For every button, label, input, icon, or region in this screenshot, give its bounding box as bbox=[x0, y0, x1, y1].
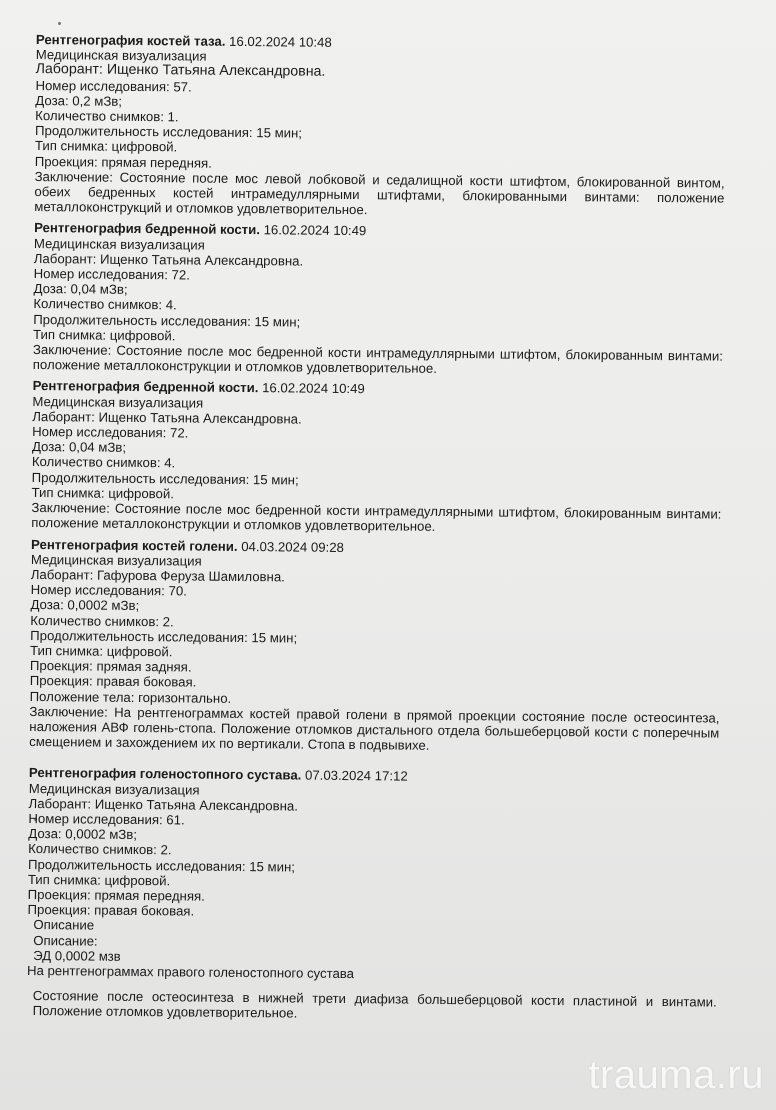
record-title: Рентгенография костей голени. 04.03.2024 09:28 bbox=[31, 536, 344, 555]
record-line: Номер исследования: 61. bbox=[28, 810, 185, 828]
record-line: Доза: 0,04 мЗв; bbox=[33, 281, 128, 298]
record-line: Доза: 0,2 мЗв; bbox=[35, 92, 123, 109]
record-title: Рентгенография бедренной кости. 16.02.2024 10:49 bbox=[34, 220, 367, 239]
record-line: Лаборант: Ищенко Татьяна Александровна. bbox=[35, 61, 326, 81]
record-line: Лаборант: Ищенко Татьяна Александровна. bbox=[33, 250, 304, 269]
record-conclusion: Заключение: На рентгенограммах костей правой голени в прямой проекции состояние после остеосинтеза, наложения АВФ голень-стопа. Положение отломков дистального отдела большеберцовой кости с поперечным смещением и захождением их по вертикали. Стопа в подвывихе. bbox=[29, 703, 720, 753]
record-line: Количество снимков: 1. bbox=[35, 108, 179, 125]
record-line: Проекция: правая боковая. bbox=[29, 673, 197, 690]
record-conclusion: Состояние после остеосинтеза в нижней трети диафиза большеберцовой кости пластиной и винтами. Положение отломков удовлетворительное. bbox=[32, 988, 717, 1021]
record-femur-xray-duplicate bbox=[31, 378, 722, 537]
record-datetime: 16.02.2024 10:49 bbox=[262, 380, 365, 397]
medical-record-list bbox=[26, 32, 725, 1031]
record-line: Доза: 0,0002 мЗв; bbox=[28, 826, 138, 843]
record-conclusion: Заключение: Состояние после мос левой лобковой и седалищной кости штифтом, блокированной винтом, обеих бедренных костей интрамедуллярными штифтами, блокированными винтами: положение металлоконструкций и отломков удовлетворительное. bbox=[34, 168, 725, 218]
record-datetime: 04.03.2024 09:28 bbox=[241, 538, 344, 555]
record-conclusion: Заключение: Состояние после мос бедренной кости интрамедуллярными штифтом, блокированным винтами: положение металлоконструкции и отломков удовлетворительное. bbox=[32, 342, 723, 377]
record-line: Продолжительность исследования: 15 мин; bbox=[33, 311, 301, 330]
record-line: Проекция: прямая передняя. bbox=[34, 153, 212, 171]
record-line: Продолжительность исследования: 15 мин; bbox=[34, 123, 303, 141]
record-line: Медицинская визуализация bbox=[32, 393, 204, 411]
record-line: Проекция: правая боковая. bbox=[27, 902, 195, 919]
record-line: Количество снимков: 2. bbox=[30, 612, 174, 629]
record-line: Медицинская визуализация bbox=[35, 47, 207, 64]
record-line: Медицинская визуализация bbox=[28, 780, 200, 798]
record-line: Тип снимка: цифровой. bbox=[33, 326, 176, 344]
record-line: Количество снимков: 4. bbox=[31, 454, 176, 471]
site-watermark: trauma.ru bbox=[588, 1053, 764, 1097]
record-line: Положение тела: горизонтально. bbox=[29, 688, 232, 706]
record-line: На рентгенограммах правого голеностопного сустава bbox=[26, 962, 355, 982]
record-line: ЭД 0,0002 мзв bbox=[33, 947, 121, 964]
record-line: Продолжительность исследования: 15 мин; bbox=[30, 627, 298, 646]
record-title: Рентгенография костей таза. 16.02.2024 10:48 bbox=[35, 32, 332, 50]
record-line: Тип снимка: цифровой. bbox=[27, 871, 171, 889]
record-line: Продолжительность исследования: 15 мин; bbox=[27, 856, 296, 875]
record-title: Рентгенография голеностопного сустава. 07.03.2024 17:12 bbox=[28, 765, 408, 784]
record-line: Описание bbox=[33, 917, 95, 933]
record-line: Номер исследования: 72. bbox=[32, 424, 189, 441]
record-line: Продолжительность исследования: 15 мин; bbox=[31, 469, 299, 488]
record-conclusion: Заключение: Состояние после мос бедренной кости интрамедуллярными штифтом, блокированным винтами: положение металлоконструкции и отломков удовлетворительное. bbox=[31, 500, 722, 535]
record-ankle-xray bbox=[27, 765, 719, 1025]
record-datetime: 16.02.2024 10:48 bbox=[229, 33, 332, 50]
record-line: Тип снимка: цифровой. bbox=[34, 138, 178, 155]
record-line: Тип снимка: цифровой. bbox=[31, 484, 174, 502]
record-line: Лаборант: Ищенко Татьяна Александровна. bbox=[28, 795, 299, 814]
scan-speck bbox=[58, 22, 61, 25]
record-line: Доза: 0,04 мЗв; bbox=[31, 439, 127, 456]
record-shin-xray bbox=[29, 536, 721, 755]
record-line: Номер исследования: 57. bbox=[35, 77, 192, 95]
record-datetime: 07.03.2024 17:12 bbox=[304, 767, 408, 784]
record-datetime: 16.02.2024 10:49 bbox=[263, 222, 367, 239]
record-line: Доза: 0,0002 мЗв; bbox=[30, 597, 140, 614]
record-line: Проекция: прямая задняя. bbox=[29, 658, 192, 675]
record-pelvis-xray bbox=[34, 32, 726, 221]
record-line: Медицинская визуализация bbox=[30, 551, 202, 569]
record-line: Номер исследования: 72. bbox=[33, 266, 190, 283]
record-line: Количество снимков: 2. bbox=[28, 841, 172, 858]
record-line: Медицинская визуализация bbox=[33, 235, 205, 253]
record-line: Лаборант: Гафурова Феруза Шамиловна. bbox=[30, 566, 285, 585]
record-femur-xray bbox=[33, 220, 724, 379]
record-line: Описание: bbox=[33, 932, 98, 949]
record-line: Тип снимка: цифровой. bbox=[29, 642, 173, 660]
record-title: Рентгенография бедренной кости. 16.02.2024 10:49 bbox=[32, 378, 365, 397]
record-line: Лаборант: Ищенко Татьяна Александровна. bbox=[32, 408, 302, 427]
record-line: Проекция: прямая передняя. bbox=[27, 886, 205, 904]
record-line: Номер исследования: 70. bbox=[30, 582, 187, 599]
record-line: Количество снимков: 4. bbox=[33, 296, 177, 313]
